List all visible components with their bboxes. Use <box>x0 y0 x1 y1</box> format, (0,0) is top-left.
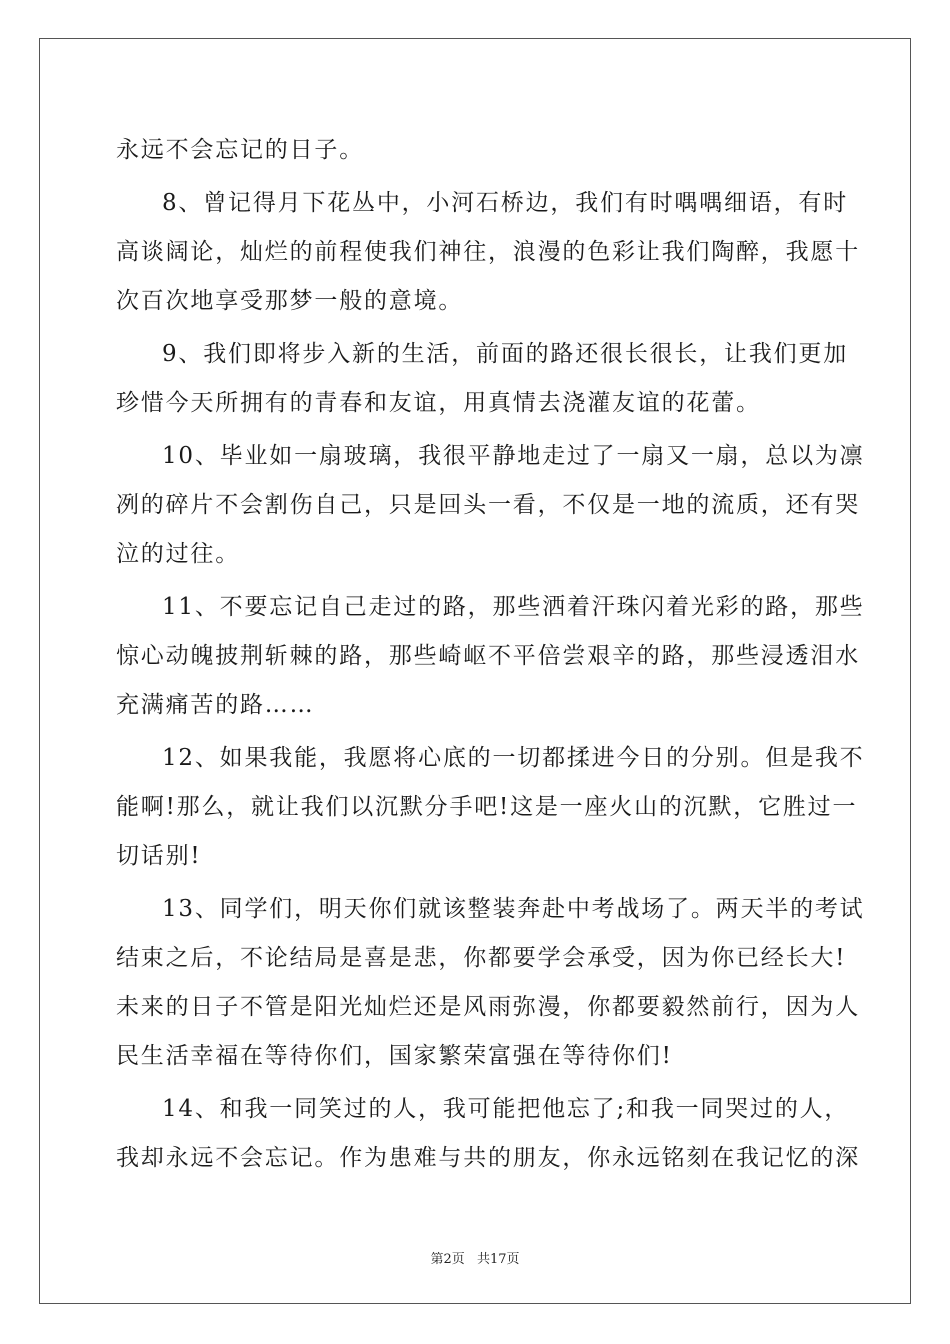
text-line: 充满痛苦的路…… <box>116 692 315 718</box>
text-line: 14、和我一同笑过的人，我可能把他忘了;和我一同哭过的人， <box>162 1096 850 1122</box>
page-number: 第2页 <box>430 1252 465 1267</box>
text-line: 11、不要忘记自己走过的路，那些洒着汗珠闪着光彩的路，那些 <box>162 594 865 620</box>
document-body <box>116 126 865 1183</box>
text-line: 12、如果我能，我愿将心底的一切都揉进今日的分别。但是我不 <box>162 745 865 771</box>
text-line: 民生活幸福在等待你们，国家繁荣富强在等待你们! <box>116 1043 673 1069</box>
text-line: 泣的过往。 <box>116 541 240 567</box>
text-line: 10、毕业如一扇玻璃，我很平静地走过了一扇又一扇，总以为凛 <box>162 443 865 469</box>
text-line: 次百次地享受那梦一般的意境。 <box>116 288 464 314</box>
text-line: 能啊!那么，就让我们以沉默分手吧!这是一座火山的沉默，它胜过一 <box>116 794 858 820</box>
text-line: 冽的碎片不会割伤自己，只是回头一看，不仅是一地的流质，还有哭 <box>116 492 860 518</box>
text-line: 未来的日子不管是阳光灿烂还是风雨弥漫，你都要毅然前行，因为人 <box>116 994 860 1020</box>
text-line: 惊心动魄披荆斩棘的路，那些崎岖不平倍尝艰辛的路，那些浸透泪水 <box>116 643 860 669</box>
text-line: 切话别! <box>116 843 202 869</box>
text-line: 13、同学们，明天你们就该整装奔赴中考战场了。两天半的考试 <box>162 896 865 922</box>
text-line: 8、曾记得月下花丛中，小河石桥边，我们有时喁喁细语，有时 <box>162 190 849 216</box>
page-total: 共17页 <box>476 1252 520 1267</box>
text-line: 高谈阔论，灿烂的前程使我们神往，浪漫的色彩让我们陶醉，我愿十 <box>116 239 860 265</box>
text-line: 我却永远不会忘记。作为患难与共的朋友，你永远铭刻在我记忆的深 <box>116 1145 860 1171</box>
text-line: 永远不会忘记的日子。 <box>116 137 364 163</box>
text-line: 珍惜今天所拥有的青春和友谊，用真情去浇灌友谊的花蕾。 <box>116 390 761 416</box>
text-line: 9、我们即将步入新的生活，前面的路还很长很长，让我们更加 <box>162 341 849 367</box>
text-line: 结束之后，不论结局是喜是悲，你都要学会承受，因为你已经长大! <box>116 945 847 971</box>
page-footer <box>0 1248 950 1267</box>
